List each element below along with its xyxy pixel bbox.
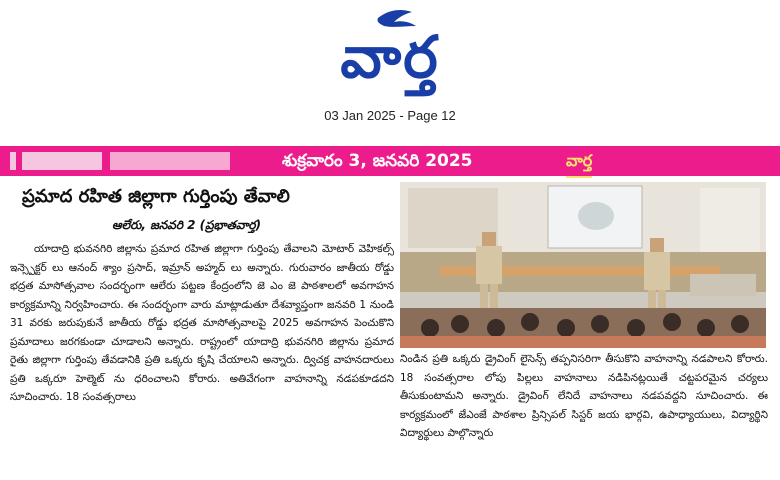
band-brand: వార్త xyxy=(566,146,592,178)
band-decoration xyxy=(110,152,230,170)
article-body-left xyxy=(10,240,394,407)
article-paragraph: నిండిన ప్రతి ఒక్కరు డ్రైవింగ్ లైసెన్స్ తప్పనిసరిగా తీసుకొని వాహనాన్ని నడపాలని కోరారు. 18 సంవత్సరాల లోపు పిల్లలు వాహనాలు నడిపినట్లయితే చట్టపరమైన చర్యలు తీసుకుంటామని అన్నారు. డ్రైవింగ్ లేనిదే వాహనాలు నడపవద్దని సూచించారు. ఈ కార్యక్రమంలో జేఎంజే పాఠశాల ప్రిన్సిపల్ సిస్టర్ జయ భార్గవి, ఉపాధ్యాయులు, విద్యార్థిని విద్యార్థులు పాల్గొన్నారు xyxy=(400,353,768,439)
band-decoration xyxy=(22,152,102,170)
article-headline: ప్రమాద రహిత జిల్లాగా గుర్తింపు తేవాలి xyxy=(22,186,290,207)
band-date: శుక్రవారం 3, జనవరి 2025 xyxy=(282,151,473,171)
logo-wordmark: వార్త xyxy=(340,23,440,91)
band-decoration xyxy=(10,152,16,170)
masthead xyxy=(0,0,780,135)
article-dateline: ఆలేరు, జనవరి 2 (ప్రభాతవార్త) xyxy=(112,218,262,232)
article-body-right xyxy=(400,350,768,443)
classroom-photo xyxy=(400,182,766,348)
newspaper-logo xyxy=(300,4,480,100)
article-photo xyxy=(400,182,766,348)
article-paragraph: యాదాద్రి భువనగిరి జిల్లాను ప్రమాద రహిత జిల్లాగా గుర్తింపు తేవాలని మోటార్ వెహికల్స్ ఇన్స్పెక్టర్ లు ఆనంద్ శ్యాం ప్రసాద్, ఇమ్రాన్ అహ్మద్ లు అన్నారు. గురువారం జాతీయ రోడ్డు భద్రత మాసోత్సవాల సందర్భంగా ఆలేరు పట్టణ కేంద్రంలోని జె ఎం జె పాఠశాలలో అవగాహన కార్యక్రమాన్ని నిర్వహించారు. ఈ సందర్భంగా వారు మాట్లాడుతూ దేశవ్యాప్తంగా జనవరి 1 నుండి 31 వరకు జరుపుకునే జాతీయ రోడ్డు భద్రత మాసోత్సవాలపై 2025 అవగాహన పెంచుకొని ప్రమాదాలు జరగకుండా చూడాలని అన్నారు. రాష్ట్రంలో యాదాద్రి భువనగిరి జిల్లాను ప్రమాద రైతు జిల్లాగా గుర్తింపు తేవడానికి ప్రతి ఒక్కరు కృషి చేయాలని అన్నారు. ద్విచక్ర వాహనదారులు ప్రతి ఒక్కరూ హెల్మెట్ ను ధరించాలని కోరారు. అతివేగంగా వాహనాన్ని నడపకూడదని సూచించారు. 18 సంవత్సరాలు xyxy=(10,243,394,403)
edition-line: 03 Jan 2025 - Page 12 xyxy=(324,108,456,123)
